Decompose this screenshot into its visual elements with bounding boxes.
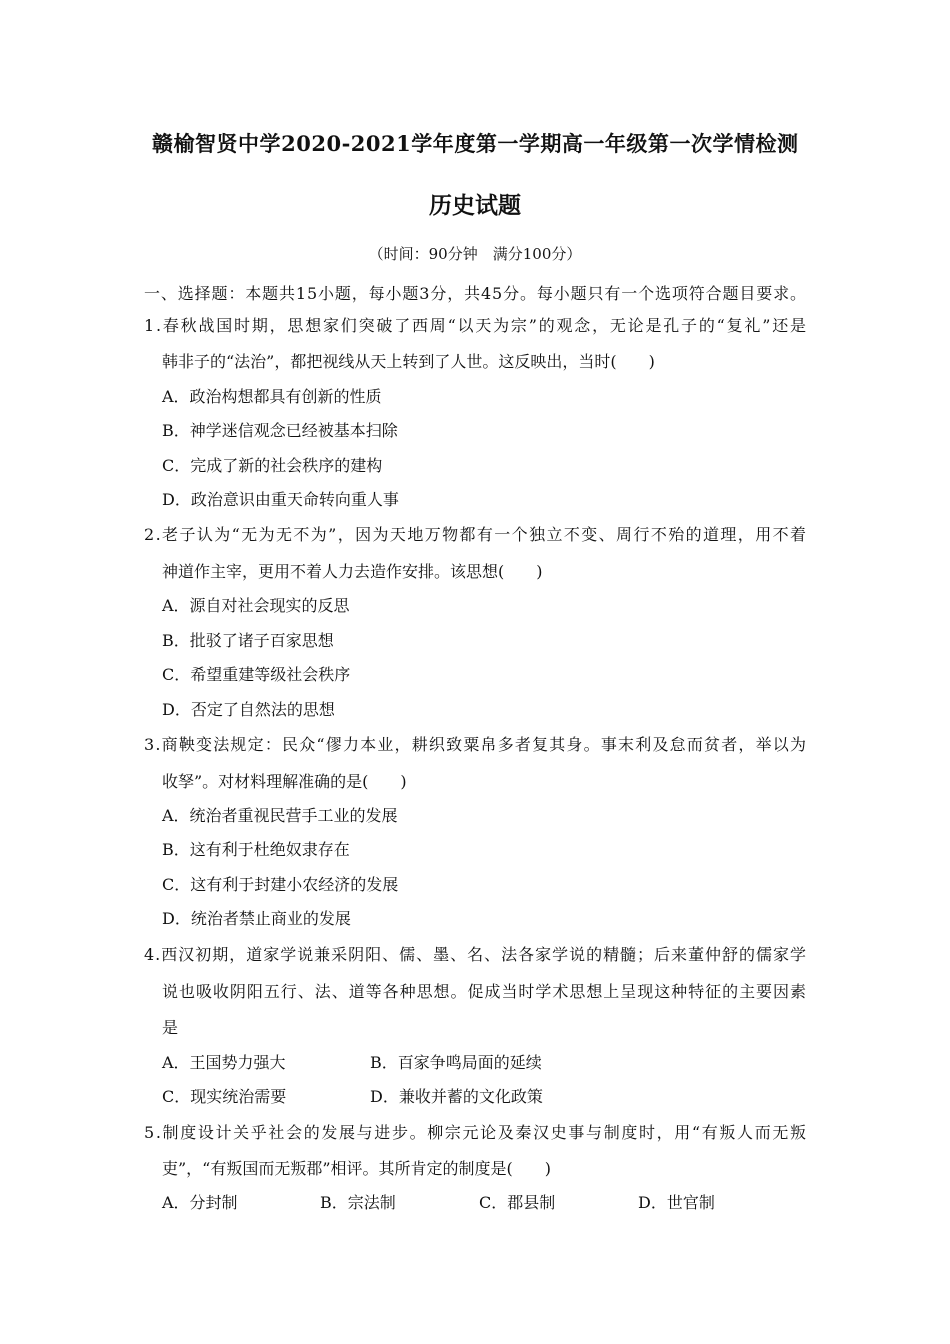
option-a: A．王国势力强大	[162, 1053, 286, 1072]
question-stem-line: 说也吸收阴阳五行、法、道等各种思想。促成当时学术思想上呈现这种特征的主要因素	[162, 982, 807, 1001]
option-b: B．批驳了诸子百家思想	[162, 631, 334, 650]
option-a: A．政治构想都具有创新的性质	[162, 387, 382, 406]
exam-subtitle: 历史试题	[429, 192, 521, 219]
option-b: B．神学迷信观念已经被基本扫除	[162, 421, 398, 440]
option-a: A．分封制	[162, 1193, 238, 1212]
question-stem-line: 3.商鞅变法规定：民众“僇力本业，耕织致粟帛多者复其身。事末利及怠而贫者，举以为	[144, 735, 808, 754]
exam-time-score: （时间：90分钟 满分100分）	[368, 245, 582, 263]
option-a: A．统治者重视民营手工业的发展	[162, 806, 398, 825]
exam-title: 赣榆智贤中学2020-2021学年度第一学期高一年级第一次学情检测	[152, 131, 799, 156]
question-stem-line: 4.西汉初期，道家学说兼采阴阳、儒、墨、名、法各家学说的精髓；后来董仲舒的儒家学	[144, 945, 807, 964]
question-stem-line: 神道作主宰，更用不着人力去造作安排。该思想( )	[162, 562, 543, 581]
option-c: C．完成了新的社会秩序的建构	[162, 456, 383, 475]
option-c: C．希望重建等级社会秩序	[162, 665, 351, 684]
option-d: D．世官制	[638, 1193, 715, 1212]
option-d: D．政治意识由重天命转向重人事	[162, 490, 399, 509]
question-stem-line: 5.制度设计关乎社会的发展与进步。柳宗元论及秦汉史事与制度时，用“有叛人而无叛	[144, 1123, 808, 1142]
question-stem-line: 韩非子的“法治”，都把视线从天上转到了人世。这反映出，当时( )	[162, 352, 655, 371]
question-stem-line: 是	[162, 1018, 179, 1037]
question-stem-line: 1.春秋战国时期，思想家们突破了西周“以天为宗”的观念，无论是孔子的“复礼”还是	[144, 316, 808, 335]
option-b: B．这有利于杜绝奴隶存在	[162, 840, 350, 859]
section-heading: 一、选择题：本题共15小题，每小题3分，共45分。每小题只有一个选项符合题目要求。	[144, 284, 807, 303]
option-d: D．统治者禁止商业的发展	[162, 909, 351, 928]
option-a: A．源自对社会现实的反思	[162, 596, 350, 615]
option-b: B．百家争鸣局面的延续	[370, 1053, 542, 1072]
question-stem-line: 吏”，“有叛国而无叛郡”相评。其所肯定的制度是( )	[162, 1159, 552, 1178]
option-b: B．宗法制	[320, 1193, 396, 1212]
option-c: C．郡县制	[479, 1193, 556, 1212]
option-c: C．现实统治需要	[162, 1087, 287, 1106]
option-d: D．否定了自然法的思想	[162, 700, 335, 719]
option-d: D．兼收并蓄的文化政策	[370, 1087, 543, 1106]
question-stem-line: 2.老子认为“无为无不为”，因为天地万物都有一个独立不变、周行不殆的道理，用不着	[144, 525, 808, 544]
option-c: C．这有利于封建小农经济的发展	[162, 875, 399, 894]
question-stem-line: 收孥”。对材料理解准确的是( )	[162, 772, 407, 791]
